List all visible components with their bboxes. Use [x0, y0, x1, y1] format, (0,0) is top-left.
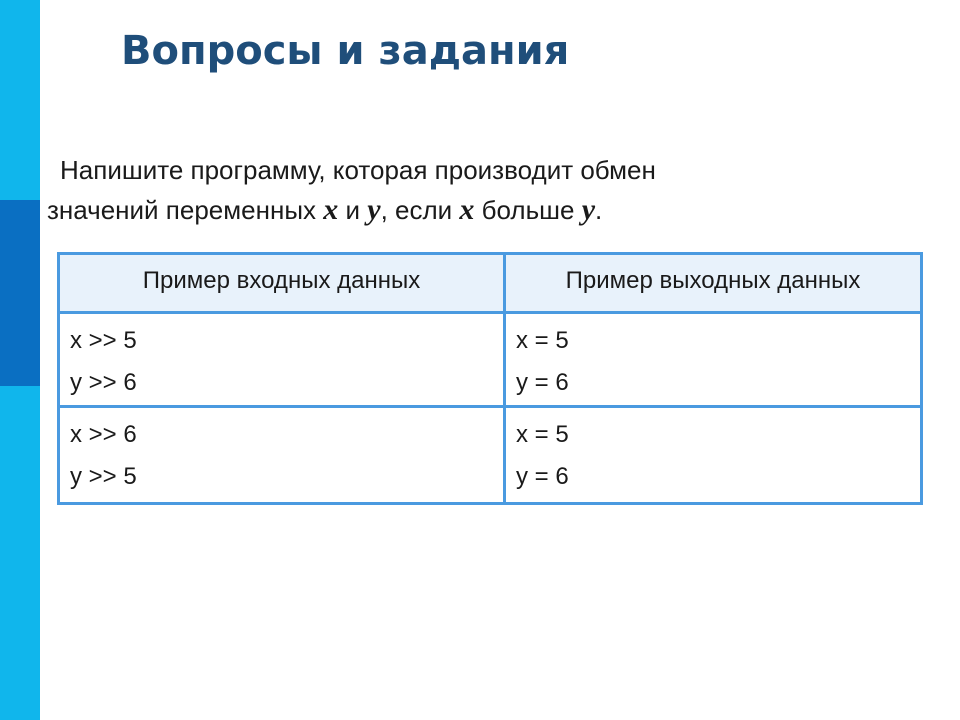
side-accent-highlight [0, 200, 40, 386]
header-output-examples: Пример выходных данных [505, 254, 922, 313]
period: . [595, 195, 603, 225]
page-title: Вопросы и задания [121, 28, 570, 74]
variable-x-condition: x [459, 193, 475, 226]
table-header-row [59, 254, 922, 313]
task-condition-text: , если [380, 195, 453, 225]
task-line-2 [47, 190, 847, 230]
variable-x: x [323, 193, 339, 226]
task-line-1-text: Напишите программу, которая производит обмен [60, 155, 656, 185]
output-cell [505, 407, 922, 504]
output-line: x = 5 [516, 421, 569, 448]
input-cell [59, 313, 505, 407]
comparison-word: больше [481, 195, 575, 225]
variable-y-condition: y [581, 193, 596, 226]
task-text [47, 150, 847, 230]
table-row [59, 313, 922, 407]
output-line: y = 6 [516, 463, 569, 490]
conjunction-and: и [345, 195, 361, 225]
input-line: x >> 6 [70, 421, 137, 448]
header-input-examples: Пример входных данных [59, 254, 505, 313]
input-line: y >> 6 [70, 369, 137, 396]
output-line: x = 5 [516, 327, 569, 354]
input-line: y >> 5 [70, 463, 137, 490]
variable-y: y [367, 193, 381, 226]
output-line: y = 6 [516, 369, 569, 396]
output-cell [505, 313, 922, 407]
task-line-2-text: значений переменных [47, 195, 317, 225]
table-row [59, 407, 922, 504]
input-line: x >> 5 [70, 327, 137, 354]
examples-table [57, 252, 923, 505]
task-line-1 [47, 150, 847, 190]
input-cell [59, 407, 505, 504]
